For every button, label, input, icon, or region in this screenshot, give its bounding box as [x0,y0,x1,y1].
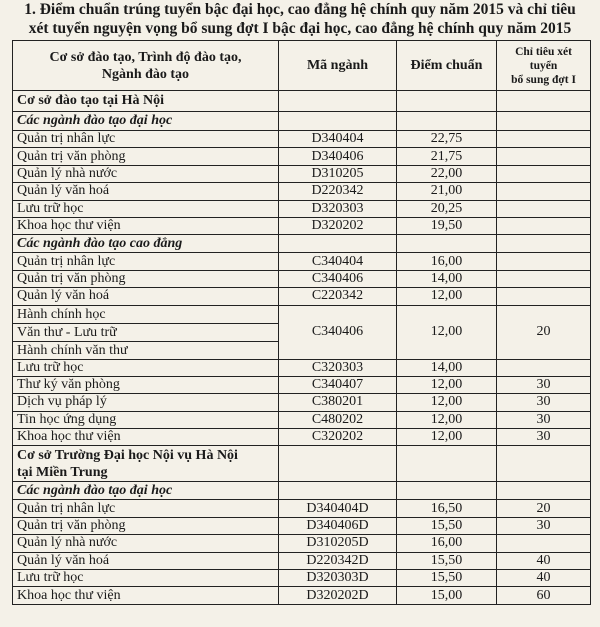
empty-cell [497,112,591,131]
program-code: C340404 [279,253,397,270]
cutoff-score: 20,25 [397,200,497,217]
cutoff-score: 12,00 [397,376,497,393]
subsection-university-label: Các ngành đào tạo đại học [13,112,279,131]
cutoff-score: 15,50 [397,570,497,587]
table-row [13,217,591,234]
cutoff-score: 12,00 [397,288,497,305]
table-row [13,165,591,182]
empty-cell [279,235,397,253]
empty-cell [497,91,591,112]
cutoff-score: 21,75 [397,148,497,165]
program-code: D310205D [279,535,397,552]
program-name: Quản trị văn phòng [13,270,279,287]
program-name: Quản trị nhân lực [13,131,279,148]
header-quota: Chỉ tiêu xét tuyển bổ sung đợt I [497,41,591,91]
program-code: D320202 [279,217,397,234]
subsection-university [13,112,591,131]
program-code: C340406 [279,305,397,359]
subsection-college-label: Các ngành đào tạo cao đẳng [13,235,279,253]
cutoff-score: 16,50 [397,500,497,517]
program-code: D320303 [279,200,397,217]
program-code: D340406D [279,517,397,534]
program-name: Thư ký văn phòng [13,376,279,393]
empty-cell [397,235,497,253]
supplementary-quota: 30 [497,376,591,393]
table-row [13,359,591,376]
empty-cell [397,91,497,112]
program-name: Khoa học thư viện [13,587,279,604]
supplementary-quota: 30 [497,429,591,446]
subsection-college [13,235,591,253]
cutoff-score: 12,00 [397,305,497,359]
table-row [13,131,591,148]
supplementary-quota: 30 [497,394,591,411]
cutoff-score: 14,00 [397,270,497,287]
section-central [13,446,591,482]
table-row [13,376,591,393]
supplementary-quota [497,217,591,234]
supplementary-quota: 60 [497,587,591,604]
program-name: Quản trị nhân lực [13,500,279,517]
merged-row [13,305,591,359]
cutoff-score: 15,50 [397,552,497,569]
supplementary-quota: 20 [497,500,591,517]
cutoff-score: 21,00 [397,183,497,200]
table-row [13,517,591,534]
program-name: Quản lý nhà nước [13,165,279,182]
program-code: D340404D [279,500,397,517]
title-line-1: 1. Điểm chuẩn trúng tuyển bậc đại học, cao đẳng hệ chính quy năm 2015 và chỉ tiêu [24,1,576,18]
supplementary-quota [497,183,591,200]
table-row [13,148,591,165]
table-row [13,429,591,446]
supplementary-quota [497,253,591,270]
supplementary-quota: 40 [497,570,591,587]
cutoff-score: 19,50 [397,217,497,234]
section-central-label: Cơ sở Trường Đại học Nội vụ Hà Nội tại Miền Trung [13,446,279,482]
program-name: Khoa học thư viện [13,429,279,446]
supplementary-quota: 20 [497,305,591,359]
program-code: C320303 [279,359,397,376]
empty-cell [497,235,591,253]
supplementary-quota [497,165,591,182]
supplementary-quota: 30 [497,517,591,534]
supplementary-quota [497,131,591,148]
empty-cell [279,112,397,131]
empty-cell [497,446,591,482]
table-row [13,200,591,217]
program-name: Lưu trữ học [13,570,279,587]
cutoff-score: 12,00 [397,429,497,446]
supplementary-quota [497,359,591,376]
program-code: D220342D [279,552,397,569]
program-code: C380201 [279,394,397,411]
program-name: Lưu trữ học [13,359,279,376]
table-row [13,411,591,428]
table-row [13,587,591,604]
subsection-university-central-label: Các ngành đào tạo đại học [13,482,279,500]
header-program: Cơ sở đào tạo, Trình độ đào tạo, Ngành đào tạo [13,41,279,91]
program-code: C340407 [279,376,397,393]
empty-cell [279,446,397,482]
program-code: C320202 [279,429,397,446]
subsection-university-central [13,482,591,500]
cutoff-score: 16,00 [397,253,497,270]
program-name: Khoa học thư viện [13,217,279,234]
cutoff-score: 16,00 [397,535,497,552]
empty-cell [279,482,397,500]
table-row [13,394,591,411]
admission-score-table [12,40,591,605]
empty-cell [397,446,497,482]
program-code: D310205 [279,165,397,182]
table-row [13,552,591,569]
supplementary-quota [497,535,591,552]
empty-cell [497,482,591,500]
supplementary-quota [497,200,591,217]
table-row [13,288,591,305]
program-code: C480202 [279,411,397,428]
program-name: Dịch vụ pháp lý [13,394,279,411]
supplementary-quota: 30 [497,411,591,428]
section-hanoi [13,91,591,112]
merged-program-names [13,305,279,359]
program-name: Quản lý nhà nước [13,535,279,552]
cutoff-score: 15,50 [397,517,497,534]
program-code: D220342 [279,183,397,200]
program-name: Quản lý văn hoá [13,183,279,200]
table-header-row [13,41,591,91]
cutoff-score: 15,00 [397,587,497,604]
program-code: C340406 [279,270,397,287]
table-row [13,535,591,552]
empty-cell [397,112,497,131]
document-title [0,0,600,38]
header-score: Điểm chuẩn [397,41,497,91]
table-row [13,570,591,587]
table-row [13,500,591,517]
program-code: C220342 [279,288,397,305]
empty-cell [279,91,397,112]
title-line-2: xét tuyển nguyện vọng bổ sung đợt I bậc đại học, cao đẳng hệ chính quy năm 2015 [28,20,572,37]
program-code: D340406 [279,148,397,165]
header-code: Mã ngành [279,41,397,91]
section-hanoi-label: Cơ sở đào tạo tại Hà Nội [13,91,279,112]
program-name: Quản lý văn hoá [13,552,279,569]
cutoff-score: 12,00 [397,411,497,428]
cutoff-score: 22,75 [397,131,497,148]
cutoff-score: 22,00 [397,165,497,182]
supplementary-quota [497,288,591,305]
program-code: D340404 [279,131,397,148]
table-row [13,270,591,287]
table-row [13,183,591,200]
program-name: Quản trị văn phòng [13,517,279,534]
table-row [13,253,591,270]
supplementary-quota: 40 [497,552,591,569]
program-name: Tin học ứng dụng [13,411,279,428]
program-name: Quản trị văn phòng [13,148,279,165]
program-code: D320202D [279,587,397,604]
empty-cell [397,482,497,500]
program-name: Quản lý văn hoá [13,288,279,305]
program-name: Hành chính học [17,306,106,322]
program-name: Hành chính văn thư [13,341,278,359]
program-name: Lưu trữ học [13,200,279,217]
program-name: Quản trị nhân lực [13,253,279,270]
cutoff-score: 14,00 [397,359,497,376]
supplementary-quota [497,148,591,165]
program-code: D320303D [279,570,397,587]
program-name: Văn thư - Lưu trữ [13,323,278,341]
cutoff-score: 12,00 [397,394,497,411]
supplementary-quota [497,270,591,287]
